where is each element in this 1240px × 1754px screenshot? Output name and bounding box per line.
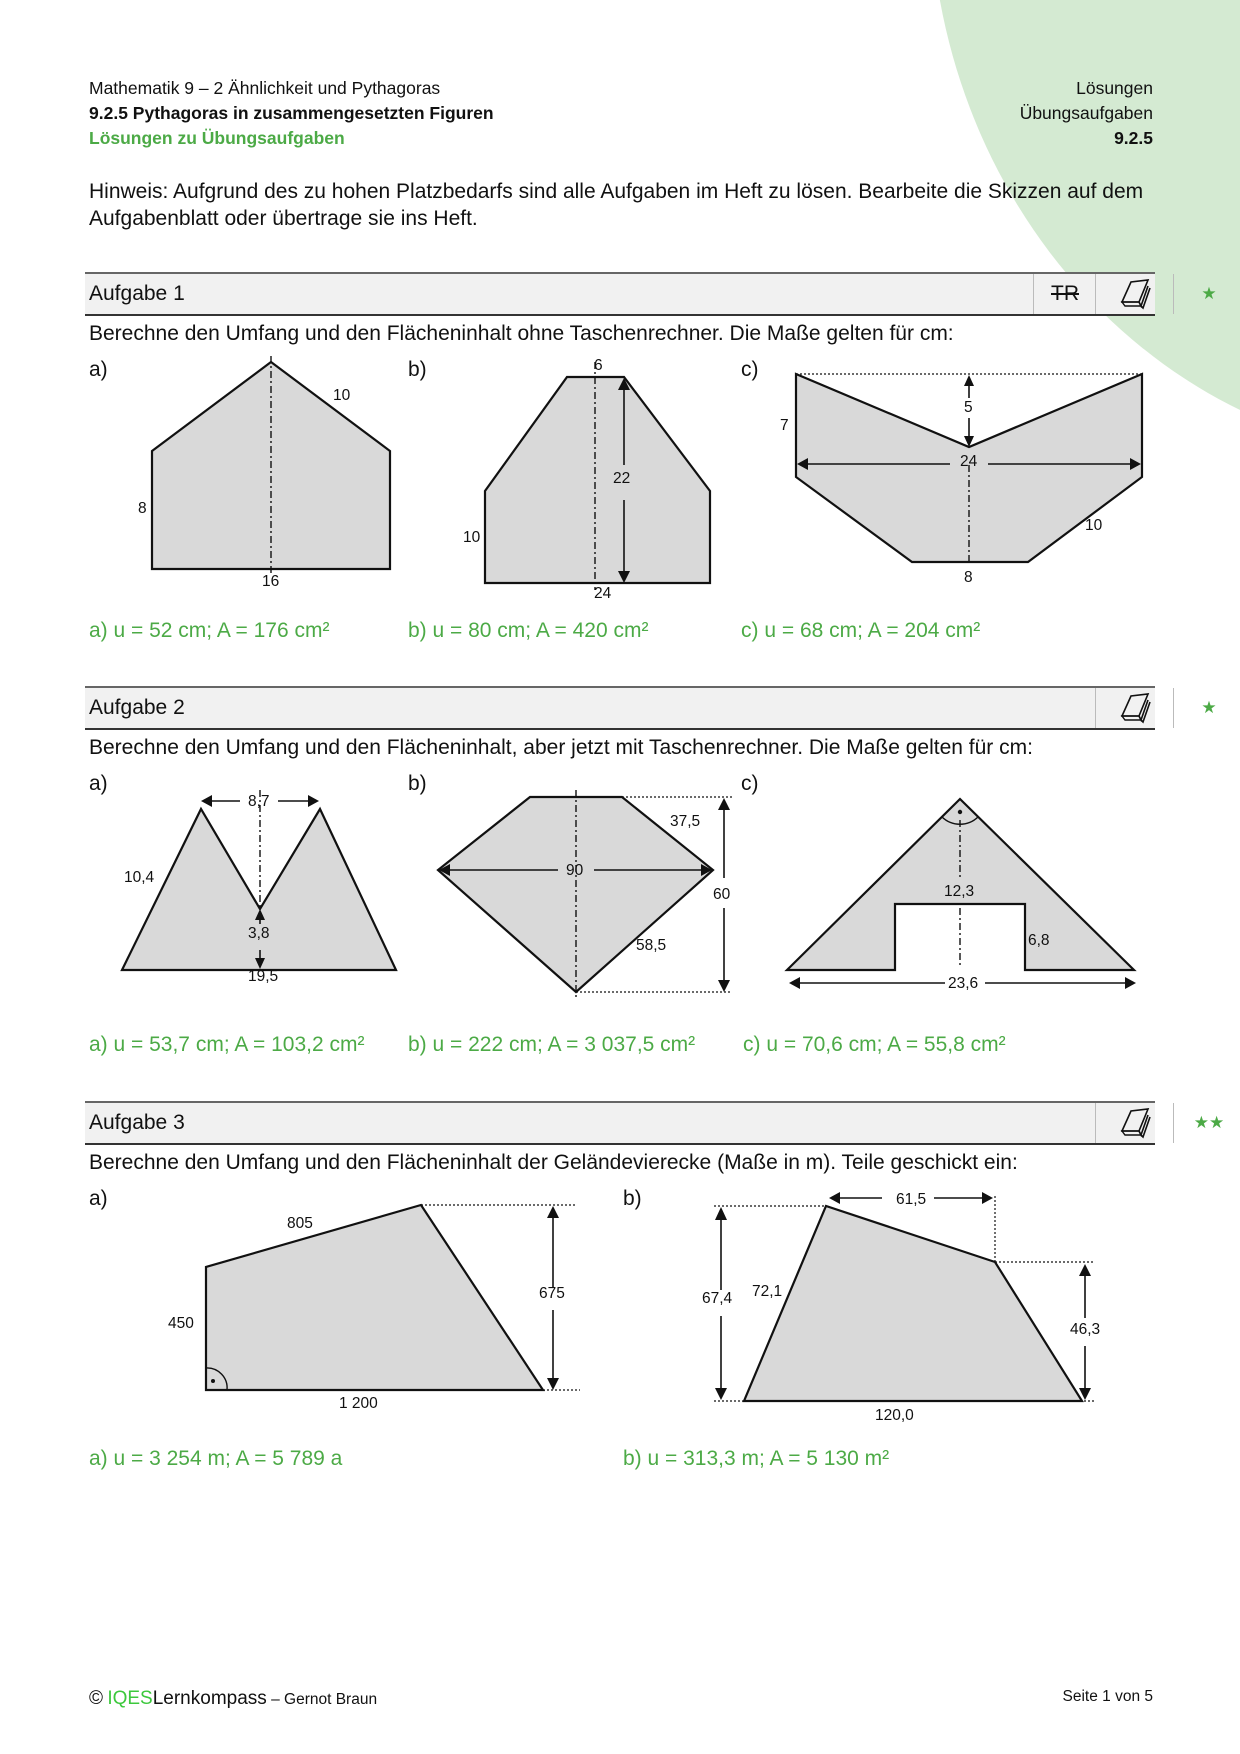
dim-2b-slant-top: 37,5 [670, 813, 701, 830]
task-title: Aufgabe 3 [89, 1111, 185, 1134]
label-3a: a) [89, 1187, 108, 1210]
answer-1b: b) u = 80 cm; A = 420 cm² [408, 619, 649, 642]
dim-2b-slant-bottom: 58,5 [636, 937, 667, 954]
answer-3a: a) u = 3 254 m; A = 5 789 a [89, 1447, 343, 1470]
dim-1b-side: 10 [463, 529, 481, 546]
difficulty-stars: ★★ [1193, 1113, 1225, 1132]
task-2-header [85, 686, 1217, 730]
dim-3b-slant: 72,1 [752, 1283, 783, 1300]
notebook-icon [1095, 1103, 1174, 1143]
figure-1c [780, 374, 1142, 586]
dim-3a-height: 675 [539, 1285, 565, 1302]
label-2c: c) [741, 772, 759, 795]
dim-3b-right-height: 46,3 [1070, 1321, 1101, 1338]
answer-2b: b) u = 222 cm; A = 3 037,5 cm² [408, 1033, 696, 1056]
dim-1c-width: 24 [960, 453, 978, 470]
dim-3a-left: 450 [168, 1315, 194, 1332]
header-right-number: 9.2.5 [1114, 128, 1153, 148]
notebook-icon [1095, 688, 1174, 728]
dim-1c-slant: 10 [1085, 517, 1103, 534]
dim-1c-base: 8 [964, 569, 973, 586]
dim-2a-height: 3,8 [248, 925, 270, 942]
dim-2c-notch: 6,8 [1028, 932, 1050, 949]
figure-2a [122, 790, 396, 985]
header-right-line2: Übungsaufgaben [1019, 103, 1153, 123]
brand-iqes: IQES [107, 1688, 153, 1709]
answer-3b: b) u = 313,3 m; A = 5 130 m² [623, 1447, 890, 1470]
difficulty-stars: ★ [1201, 284, 1217, 303]
dim-1c-side: 7 [780, 417, 789, 434]
hint-text: Hinweis: Aufgrund des zu hohen Platzbedarfs sind alle Aufgaben im Heft zu lösen. Bearbeite die Skizzen auf dem Aufgabenblatt oder übertrage sie ins Heft. [89, 180, 1144, 230]
dim-1b-top: 6 [594, 357, 603, 374]
dim-1c-depth: 5 [964, 399, 973, 416]
dim-3b-top: 61,5 [896, 1191, 927, 1208]
footer-left [89, 1688, 377, 1710]
header-right-line1: Lösungen [1076, 78, 1153, 98]
task-2-instruction: Berechne den Umfang und den Flächeninhalt, aber jetzt mit Taschenrechner. Die Maße gelten für cm: [89, 736, 1033, 759]
figure-1b [463, 357, 710, 602]
figure-2b [438, 790, 732, 998]
dim-2b-height: 60 [713, 886, 731, 903]
figure-3b [702, 1191, 1100, 1424]
label-2a: a) [89, 772, 108, 795]
task-1-instruction: Berechne den Umfang und den Flächeninhalt ohne Taschenrechner. Die Maße gelten für cm: [89, 322, 954, 345]
dim-3a-top: 805 [287, 1215, 313, 1232]
dim-1a-base: 16 [262, 573, 280, 590]
label-1c: c) [741, 358, 759, 381]
label-1b: b) [408, 358, 427, 381]
copyright-symbol: © [89, 1688, 103, 1709]
dim-3b-left-height: 67,4 [702, 1290, 733, 1307]
difficulty-stars: ★ [1201, 698, 1217, 717]
label-2b: b) [408, 772, 427, 795]
dim-1a-height: 8 [138, 500, 147, 517]
dim-2a-base: 19,5 [248, 968, 279, 985]
dim-3b-base: 120,0 [875, 1407, 914, 1424]
dim-2b-width: 90 [566, 862, 584, 879]
figure-1a [138, 356, 390, 590]
dim-1b-base: 24 [594, 585, 612, 602]
answer-1a: a) u = 52 cm; A = 176 cm² [89, 619, 330, 642]
dim-2a-side: 10,4 [124, 869, 155, 886]
brand-lernkompass: Lernkompass [152, 1688, 267, 1709]
task-title: Aufgabe 2 [89, 696, 185, 719]
task-3-instruction: Berechne den Umfang und den Flächeninhalt der Geländevierecke (Maße in m). Teile geschickt ein: [89, 1151, 1018, 1174]
dim-1a-slant: 10 [333, 387, 351, 404]
course-title: Mathematik 9 – 2 Ähnlichkeit und Pythagoras [89, 78, 441, 98]
answer-2c: c) u = 70,6 cm; A = 55,8 cm² [743, 1033, 1006, 1056]
dim-2c-height: 12,3 [944, 883, 975, 900]
section-title: 9.2.5 Pythagoras in zusammengesetzten Figuren [89, 103, 494, 123]
no-calculator-icon: TR [1051, 282, 1079, 305]
answer-2a: a) u = 53,7 cm; A = 103,2 cm² [89, 1033, 365, 1056]
subsection-title: Lösungen zu Übungsaufgaben [89, 128, 345, 148]
task-title: Aufgabe 1 [89, 282, 185, 305]
figure-3a [168, 1205, 580, 1412]
task-3-header [85, 1101, 1225, 1145]
answer-1c: c) u = 68 cm; A = 204 cm² [741, 619, 981, 642]
dim-2c-base: 23,6 [948, 975, 979, 992]
dim-3a-base: 1 200 [339, 1395, 378, 1412]
dim-1b-height: 22 [613, 470, 631, 487]
label-3b: b) [623, 1187, 642, 1210]
author: – Gernot Braun [266, 1691, 378, 1708]
label-1a: a) [89, 358, 108, 381]
figure-2c [787, 799, 1136, 992]
dim-2a-gap: 8,7 [248, 793, 270, 810]
page-number: Seite 1 von 5 [1062, 1688, 1153, 1705]
